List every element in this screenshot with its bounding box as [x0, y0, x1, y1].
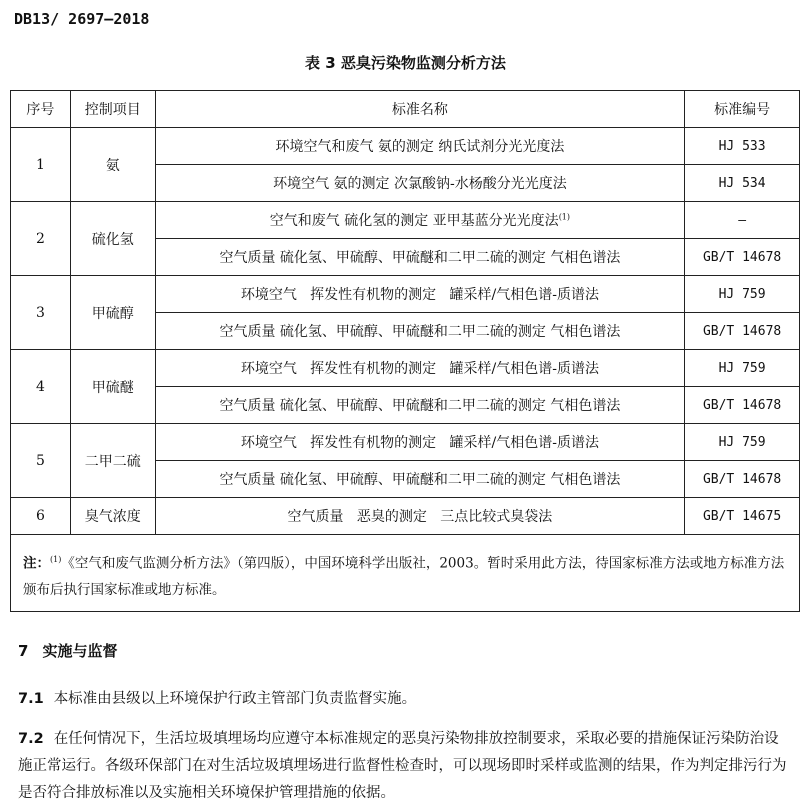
cell-standard-name [155, 165, 685, 202]
cell-no: 2 [11, 202, 71, 276]
cell-standard-name [155, 128, 685, 165]
cell-standard-number: GB/T 14678 [685, 313, 800, 350]
paragraph-number: 7.2 [18, 731, 44, 747]
cell-standard-name [155, 387, 685, 424]
table-row [11, 202, 800, 239]
document-id: DB13/ 2697—2018 [14, 10, 150, 28]
cell-standard-number: HJ 759 [685, 424, 800, 461]
standard-name-text: 空气质量 恶臭的测定 三点比较式臭袋法 [287, 509, 553, 525]
table-row [11, 276, 800, 313]
note-label: 注： [23, 555, 50, 572]
cell-standard-name [155, 276, 685, 313]
footnote-marker: (1) [50, 555, 62, 564]
table-row [11, 128, 800, 165]
paragraph-7-2 [18, 726, 793, 807]
cell-no: 1 [11, 128, 71, 202]
cell-no: 4 [11, 350, 71, 424]
standard-name-text: 环境空气 挥发性有机物的测定 罐采样/气相色谱-质谱法 [240, 287, 599, 303]
standard-name-text: 空气和废气 硫化氢的测定 亚甲基蓝分光光度法 [269, 213, 559, 229]
cell-standard-number: GB/T 14678 [685, 387, 800, 424]
column-header-name: 标准名称 [155, 91, 685, 128]
cell-standard-number: HJ 759 [685, 350, 800, 387]
column-header-std: 标准编号 [685, 91, 800, 128]
standard-name-text: 空气质量 硫化氢、甲硫醇、甲硫醚和二甲二硫的测定 气相色谱法 [219, 472, 621, 488]
cell-standard-number: HJ 534 [685, 165, 800, 202]
cell-standard-name [155, 202, 685, 239]
cell-standard-name [155, 350, 685, 387]
column-header-item: 控制项目 [70, 91, 155, 128]
cell-item: 臭气浓度 [70, 498, 155, 535]
table-header-row [11, 91, 800, 128]
column-header-no: 序号 [11, 91, 71, 128]
cell-item: 硫化氢 [70, 202, 155, 276]
table-row [11, 350, 800, 387]
methods-table [10, 90, 800, 612]
cell-standard-number: GB/T 14678 [685, 239, 800, 276]
paragraph-number: 7.1 [18, 691, 44, 707]
cell-item: 二甲二硫 [70, 424, 155, 498]
cell-standard-number: HJ 533 [685, 128, 800, 165]
cell-standard-name [155, 498, 685, 535]
standard-name-text: 空气质量 硫化氢、甲硫醇、甲硫醚和二甲二硫的测定 气相色谱法 [219, 324, 621, 340]
cell-standard-number: HJ 759 [685, 276, 800, 313]
cell-item: 甲硫醚 [70, 350, 155, 424]
cell-standard-name [155, 461, 685, 498]
standard-name-text: 环境空气 挥发性有机物的测定 罐采样/气相色谱-质谱法 [240, 435, 599, 451]
paragraph-7-1 [18, 686, 793, 713]
standard-name-text: 环境空气 挥发性有机物的测定 罐采样/气相色谱-质谱法 [240, 361, 599, 377]
cell-standard-name [155, 239, 685, 276]
table-row [11, 498, 800, 535]
paragraph-text: 本标准由县级以上环境保护行政主管部门负责监督实施。 [53, 691, 417, 707]
standard-name-text: 环境空气和废气 氨的测定 纳氏试剂分光光度法 [275, 139, 565, 155]
cell-standard-number: GB/T 14678 [685, 461, 800, 498]
cell-standard-number: GB/T 14675 [685, 498, 800, 535]
note-text: 《空气和废气监测分析方法》（第四版），中国环境科学出版社，2003。暂时采用此方法，待国家标准方法或地方标准方法颁布后执行国家标准或地方标准。 [23, 555, 785, 598]
cell-standard-name [155, 424, 685, 461]
standard-name-text: 空气质量 硫化氢、甲硫醇、甲硫醚和二甲二硫的测定 气相色谱法 [219, 398, 621, 414]
table-note-row [11, 535, 800, 612]
table-title: 表 3 恶臭污染物监测分析方法 [305, 54, 506, 72]
table-row [11, 424, 800, 461]
standard-name-text: 空气质量 硫化氢、甲硫醇、甲硫醚和二甲二硫的测定 气相色谱法 [219, 250, 621, 266]
cell-no: 6 [11, 498, 71, 535]
section-title: 实施与监督 [42, 642, 118, 660]
cell-standard-number: — [685, 202, 800, 239]
cell-no: 5 [11, 424, 71, 498]
section-heading [18, 640, 117, 661]
section-number: 7 [18, 642, 29, 660]
paragraph-text: 在任何情况下，生活垃圾填埋场均应遵守本标准规定的恶臭污染物排放控制要求，采取必要的措施保证污染防治设施正常运行。各级环保部门在对生活垃圾填埋场进行监督性检查时，可以现场即时采样或监测的结果，作为判定排污行为是否符合排放标准以及实施相关环境保护管理措施的依据。 [18, 731, 787, 801]
cell-no: 3 [11, 276, 71, 350]
cell-item: 氨 [70, 128, 155, 202]
cell-item: 甲硫醇 [70, 276, 155, 350]
table-note [11, 535, 800, 612]
footnote-marker: (1) [558, 212, 571, 222]
cell-standard-name [155, 313, 685, 350]
standard-name-text: 环境空气 氨的测定 次氯酸钠-水杨酸分光光度法 [273, 176, 567, 192]
table-body [11, 128, 800, 612]
